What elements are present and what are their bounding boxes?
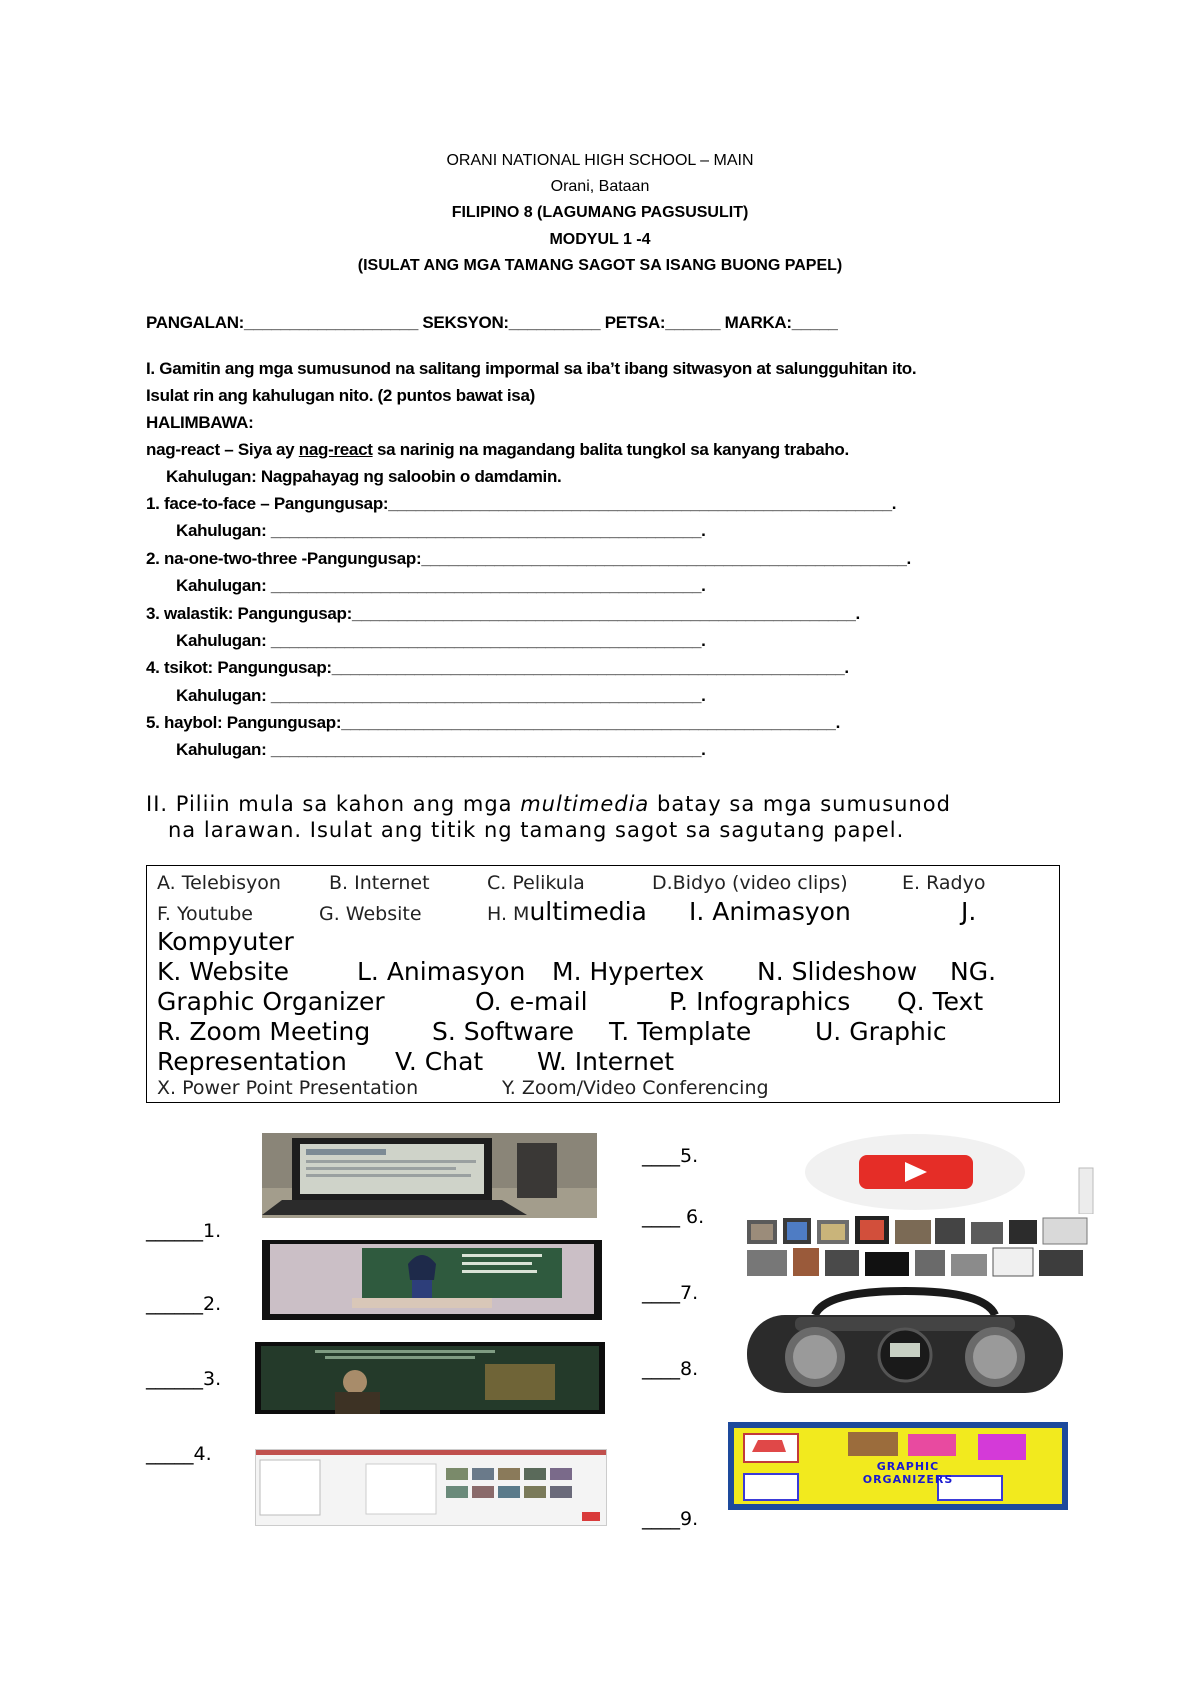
televisions-image: [735, 1214, 1093, 1282]
choice-v: V. Chat: [395, 1047, 484, 1076]
subject-title: FILIPINO 8 (LAGUMANG PAGSUSULIT): [451, 204, 749, 221]
video-clip-image: [255, 1342, 605, 1414]
choice-y: Y. Zoom/Video Conferencing: [502, 1077, 769, 1099]
choice-e: E. Radyo: [902, 872, 986, 894]
example-prefix: nag-react – Siya ay: [146, 440, 299, 459]
school-name: ORANI NATIONAL HIGH SCHOOL – MAIN: [446, 152, 754, 169]
blank-6: ____ 6.: [642, 1206, 705, 1228]
part2-italic: multimedia: [520, 792, 650, 816]
example-label: HALIMBAWA:: [146, 413, 254, 432]
choice-j-letter: J.: [961, 897, 977, 926]
choice-r: R. Zoom Meeting: [157, 1017, 371, 1046]
blank-8: ____8.: [642, 1358, 699, 1380]
choice-x: X. Power Point Presentation: [157, 1077, 419, 1099]
radio-image: [735, 1285, 1075, 1400]
choice-ng-letter: NG.: [950, 957, 997, 986]
part2-instruction-2: na larawan. Isulat ang titik ng tamang sagot sa sagutang papel.: [168, 818, 905, 842]
part2-suffix: batay sa mga sumusunod: [649, 792, 951, 816]
graphic-organizer-image: [728, 1422, 1068, 1510]
choice-t: T. Template: [609, 1017, 752, 1046]
choice-d: D.Bidyo (video clips): [652, 872, 848, 894]
choice-s: S. Software: [432, 1017, 574, 1046]
choice-l: L. Animasyon: [357, 957, 526, 986]
choice-u-line1: U. Graphic: [815, 1017, 947, 1046]
blank-2: ______2.: [146, 1293, 222, 1315]
choice-q: Q. Text: [897, 987, 984, 1016]
choice-h: [487, 897, 647, 926]
blank-4: _____4.: [146, 1443, 212, 1465]
choice-k: K. Website: [157, 957, 289, 986]
choice-c: C. Pelikula: [487, 872, 585, 894]
blank-5: ____5.: [642, 1145, 699, 1167]
item-2-meaning: Kahulugan: _______________________________________________.: [176, 576, 706, 595]
choice-n: N. Slideshow: [757, 957, 918, 986]
choice-ng: Graphic Organizer: [157, 987, 385, 1016]
choice-o: O. e-mail: [475, 987, 588, 1016]
part2-instruction-1: [146, 792, 951, 816]
blank-9: ____9.: [642, 1508, 699, 1530]
blank-1: ______1.: [146, 1220, 222, 1242]
item-3-meaning: Kahulugan: _______________________________________________.: [176, 631, 706, 650]
module-title: MODYUL 1 -4: [549, 231, 651, 248]
school-location: Orani, Bataan: [550, 178, 650, 195]
animation-image: [262, 1240, 602, 1320]
choice-f: F. Youtube: [157, 903, 253, 925]
part1-instruction-1: I. Gamitin ang mga sumusunod na salitang impormal sa iba’t ibang sitwasyon at salungguhitan ito.: [146, 359, 917, 378]
choice-u: Representation: [157, 1047, 347, 1076]
choice-j: Kompyuter: [157, 927, 294, 956]
item-5-meaning: Kahulugan: _______________________________________________.: [176, 740, 706, 759]
choice-h-rest: ultimedia: [529, 897, 647, 926]
choice-b: B. Internet: [329, 872, 430, 894]
example-underlined-word: nag-react: [298, 440, 373, 459]
choice-a: A. Telebisyon: [157, 872, 281, 894]
laptop-image: [262, 1133, 597, 1218]
part1-instruction-2: Isulat rin ang kahulugan nito. (2 puntos bawat isa): [146, 386, 535, 405]
item-1-meaning: Kahulugan: _______________________________________________.: [176, 521, 706, 540]
choice-h-prefix: H. M: [487, 903, 530, 925]
choice-p: P. Infographics: [669, 987, 851, 1016]
general-instruction: (ISULAT ANG MGA TAMANG SAGOT SA ISANG BUONG PAPEL): [357, 257, 843, 274]
choices-box: [146, 865, 1060, 1103]
example-suffix: sa narinig na magandang balita tungkol sa kanyang trabaho.: [372, 440, 849, 459]
item-5-sentence: 5. haybol: Pangungusap:______________________________________________________.: [146, 713, 840, 732]
blank-7: ____7.: [642, 1282, 699, 1304]
student-info-line: PANGALAN:___________________ SEKSYON:__________ PETSA:______ MARKA:_____: [146, 313, 838, 332]
choice-m: M. Hypertex: [552, 957, 705, 986]
part2-prefix: II. Piliin mula sa kahon ang mga: [146, 792, 521, 816]
choice-i: I. Animasyon: [689, 897, 851, 926]
choice-g: G. Website: [319, 903, 422, 925]
presentation-image: [255, 1449, 607, 1526]
youtube-image: [735, 1132, 1095, 1214]
item-1-sentence: 1. face-to-face – Pangungusap:_______________________________________________________.: [146, 494, 897, 513]
example-sentence: [146, 440, 849, 460]
graphic-organizer-label: GRAPHIC ORGANIZERS: [862, 1460, 954, 1486]
item-3-sentence: 3. walastik: Pangungusap:_______________________________________________________.: [146, 604, 860, 623]
item-4-meaning: Kahulugan: _______________________________________________.: [176, 686, 706, 705]
item-2-sentence: 2. na-one-two-three -Pangungusap:_____________________________________________________.: [146, 549, 911, 568]
choice-w: W. Internet: [537, 1047, 675, 1076]
example-meaning: Kahulugan: Nagpahayag ng saloobin o damdamin.: [166, 467, 562, 486]
blank-3: ______3.: [146, 1368, 222, 1390]
item-4-sentence: 4. tsikot: Pangungusap:________________________________________________________.: [146, 658, 849, 677]
